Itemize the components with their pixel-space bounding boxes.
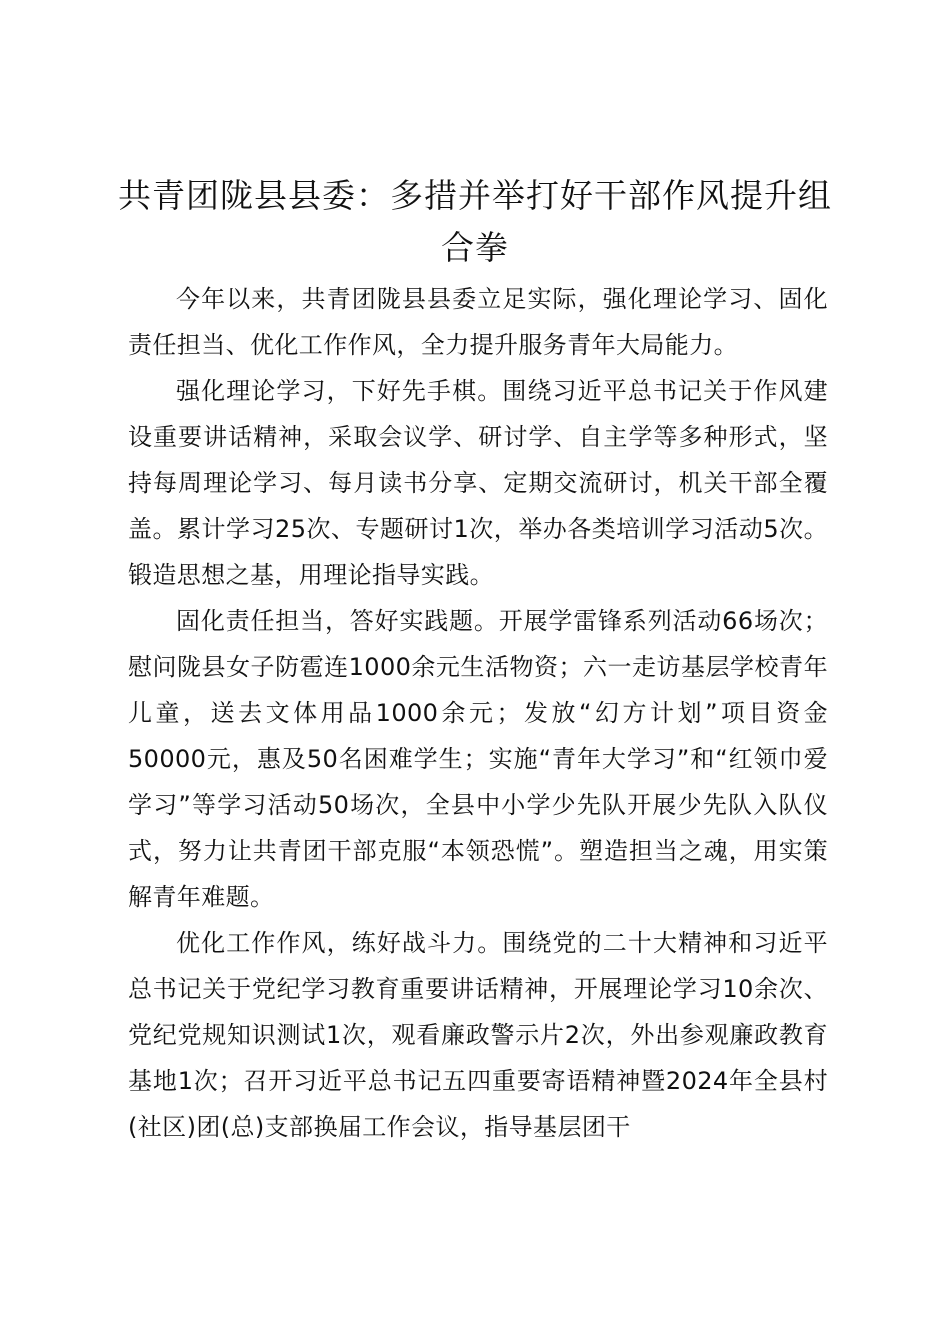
paragraph-theory-study: 强化理论学习，下好先手棋。围绕习近平总书记关于作风建设重要讲话精神，采取会议学、研讨学、自主学等多种形式，坚持每周理论学习、每月读书分享、定期交流研讨，机关干部全覆盖。累计学习25次、专题研讨1次，举办各类培训学习活动5次。锻造思想之基，用理论指导实践。 [128, 377, 828, 589]
document-title: 共青团陇县县委：多措并举打好干部作风提升组合拳 [118, 176, 832, 267]
paragraph-work-style: 优化工作作风，练好战斗力。围绕党的二十大精神和习近平总书记关于党纪学习教育重要讲话精神，开展理论学习10余次、党纪党规知识测试1次，观看廉政警示片2次，外出参观廉政教育基地1次；召开习近平总书记五四重要寄语精神暨2024年全县村(社区)团(总)支部换届工作会议，指导基层团干 [128, 929, 828, 1141]
paragraph-intro: 今年以来，共青团陇县县委立足实际，强化理论学习、固化责任担当、优化工作作风，全力提升服务青年大局能力。 [128, 285, 828, 359]
paragraph-responsibility: 固化责任担当，答好实践题。开展学雷锋系列活动66场次；慰问陇县女子防雹连1000余元生活物资；六一走访基层学校青年儿童，送去文体用品1000余元；发放“幻方计划”项目资金50000元，惠及50名困难学生；实施“青年大学习”和“红领巾爱学习”等学习活动50场次，全县中小学少先队开展少先队入队仪式，努力让共青团干部克服“本领恐慌”。塑造担当之魂，用实策解青年难题。 [128, 607, 828, 911]
document-body [128, 276, 828, 1150]
